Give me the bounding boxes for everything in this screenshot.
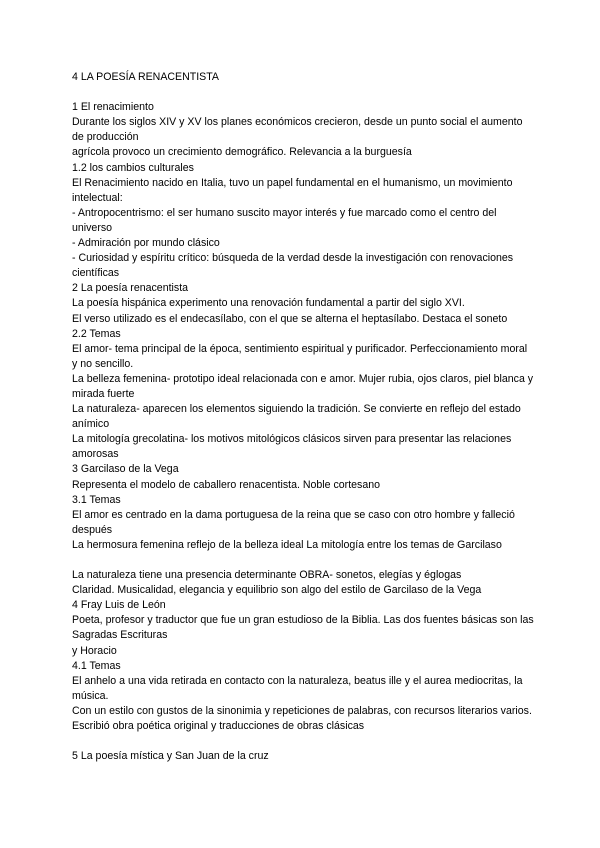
spacer xyxy=(72,553,534,568)
text-line: 3 Garcilaso de la Vega xyxy=(72,463,179,476)
text-line: - Curiosidad y espíritu crítico: búsqueda de la verdad desde la investigación con renovaciones científicas xyxy=(72,252,514,280)
section-heading-mystic-poetry: 5 La poesía mística y San Juan de la cruz xyxy=(72,750,269,763)
text-line: El amor- tema principal de la época, sentimiento espiritual y purificador. Perfeccionamiento moral y no sencillo. xyxy=(72,342,528,370)
text-line: El Renacimiento nacido en Italia, tuvo un papel fundamental en el humanismo, un movimiento intelectual: xyxy=(72,176,513,204)
text-line: Claridad. Musicalidad, elegancia y equilibrio son algo del estilo de Garcilaso de la Vega xyxy=(72,584,482,597)
text-line: Representa el modelo de caballero renacentista. Noble cortesano xyxy=(72,478,380,491)
text-line: La mitología grecolatina- los motivos mitológicos clásicos sirven para presentar las relaciones amorosas xyxy=(72,433,512,461)
text-line: Escribió obra poética original y traducciones de obras clásicas xyxy=(72,720,365,733)
text-line: 4.1 Temas xyxy=(72,659,121,672)
text-line: El amor es centrado en la dama portuguesa de la reina que se caso con otro hombre y falleció después xyxy=(72,508,515,536)
text-line: 3.1 Temas xyxy=(72,493,121,506)
text-line: Poeta, profesor y traductor que fue un gran estudioso de la Biblia. Las dos fuentes básicas son las Sagradas Escrituras xyxy=(72,614,534,642)
text-line: El anhelo a una vida retirada en contacto con la naturaleza, beatus ille y el aurea mediocritas, la música. xyxy=(72,674,523,702)
document-title: 4 LA POESÍA RENACENTISTA xyxy=(72,71,219,83)
text-line: La naturaleza- aparecen los elementos siguiendo la tradición. Se convierte en reflejo del estado anímico xyxy=(72,403,521,431)
text-line: Con un estilo con gustos de la sinonimia y repeticiones de palabras, con recursos literarios varios. xyxy=(72,704,532,717)
text-line: Durante los siglos XIV y XV los planes económicos crecieron, desde un punto social el aumento de producción xyxy=(72,116,523,144)
text-line: La hermosura femenina reflejo de la belleza ideal La mitología entre los temas de Garcilaso xyxy=(72,538,502,551)
text-line: La poesía hispánica experimento una renovación fundamental a partir del siglo XVI. xyxy=(72,297,465,310)
text-line: 1 El renacimiento xyxy=(72,101,154,114)
text-line: 2 La poesía renacentista xyxy=(72,282,189,295)
text-block-main xyxy=(72,100,534,553)
text-line: agrícola provoco un crecimiento demográfico. Relevancia a la burguesía xyxy=(72,146,412,159)
text-block-continued xyxy=(72,568,534,734)
text-line: y Horacio xyxy=(72,644,117,657)
text-line: La naturaleza tiene una presencia determinante OBRA- sonetos, elegías y églogas xyxy=(72,569,462,582)
text-line: - Admiración por mundo clásico xyxy=(72,237,220,250)
spacer xyxy=(72,734,534,749)
text-line: El verso utilizado es el endecasílabo, con el que se alterna el heptasílabo. Destaca el soneto xyxy=(72,312,508,325)
text-line: - Antropocentrismo: el ser humano suscito mayor interés y fue marcado como el centro del universo xyxy=(72,206,497,234)
text-line: 2.2 Temas xyxy=(72,327,121,340)
text-line: 1.2 los cambios culturales xyxy=(72,161,194,174)
text-line: 4 Fray Luis de León xyxy=(72,599,166,612)
spacer xyxy=(72,85,534,100)
document-body xyxy=(72,70,534,764)
text-line: La belleza femenina- prototipo ideal relacionada con e amor. Mujer rubia, ojos claros, piel blanca y mirada fuerte xyxy=(72,372,534,400)
